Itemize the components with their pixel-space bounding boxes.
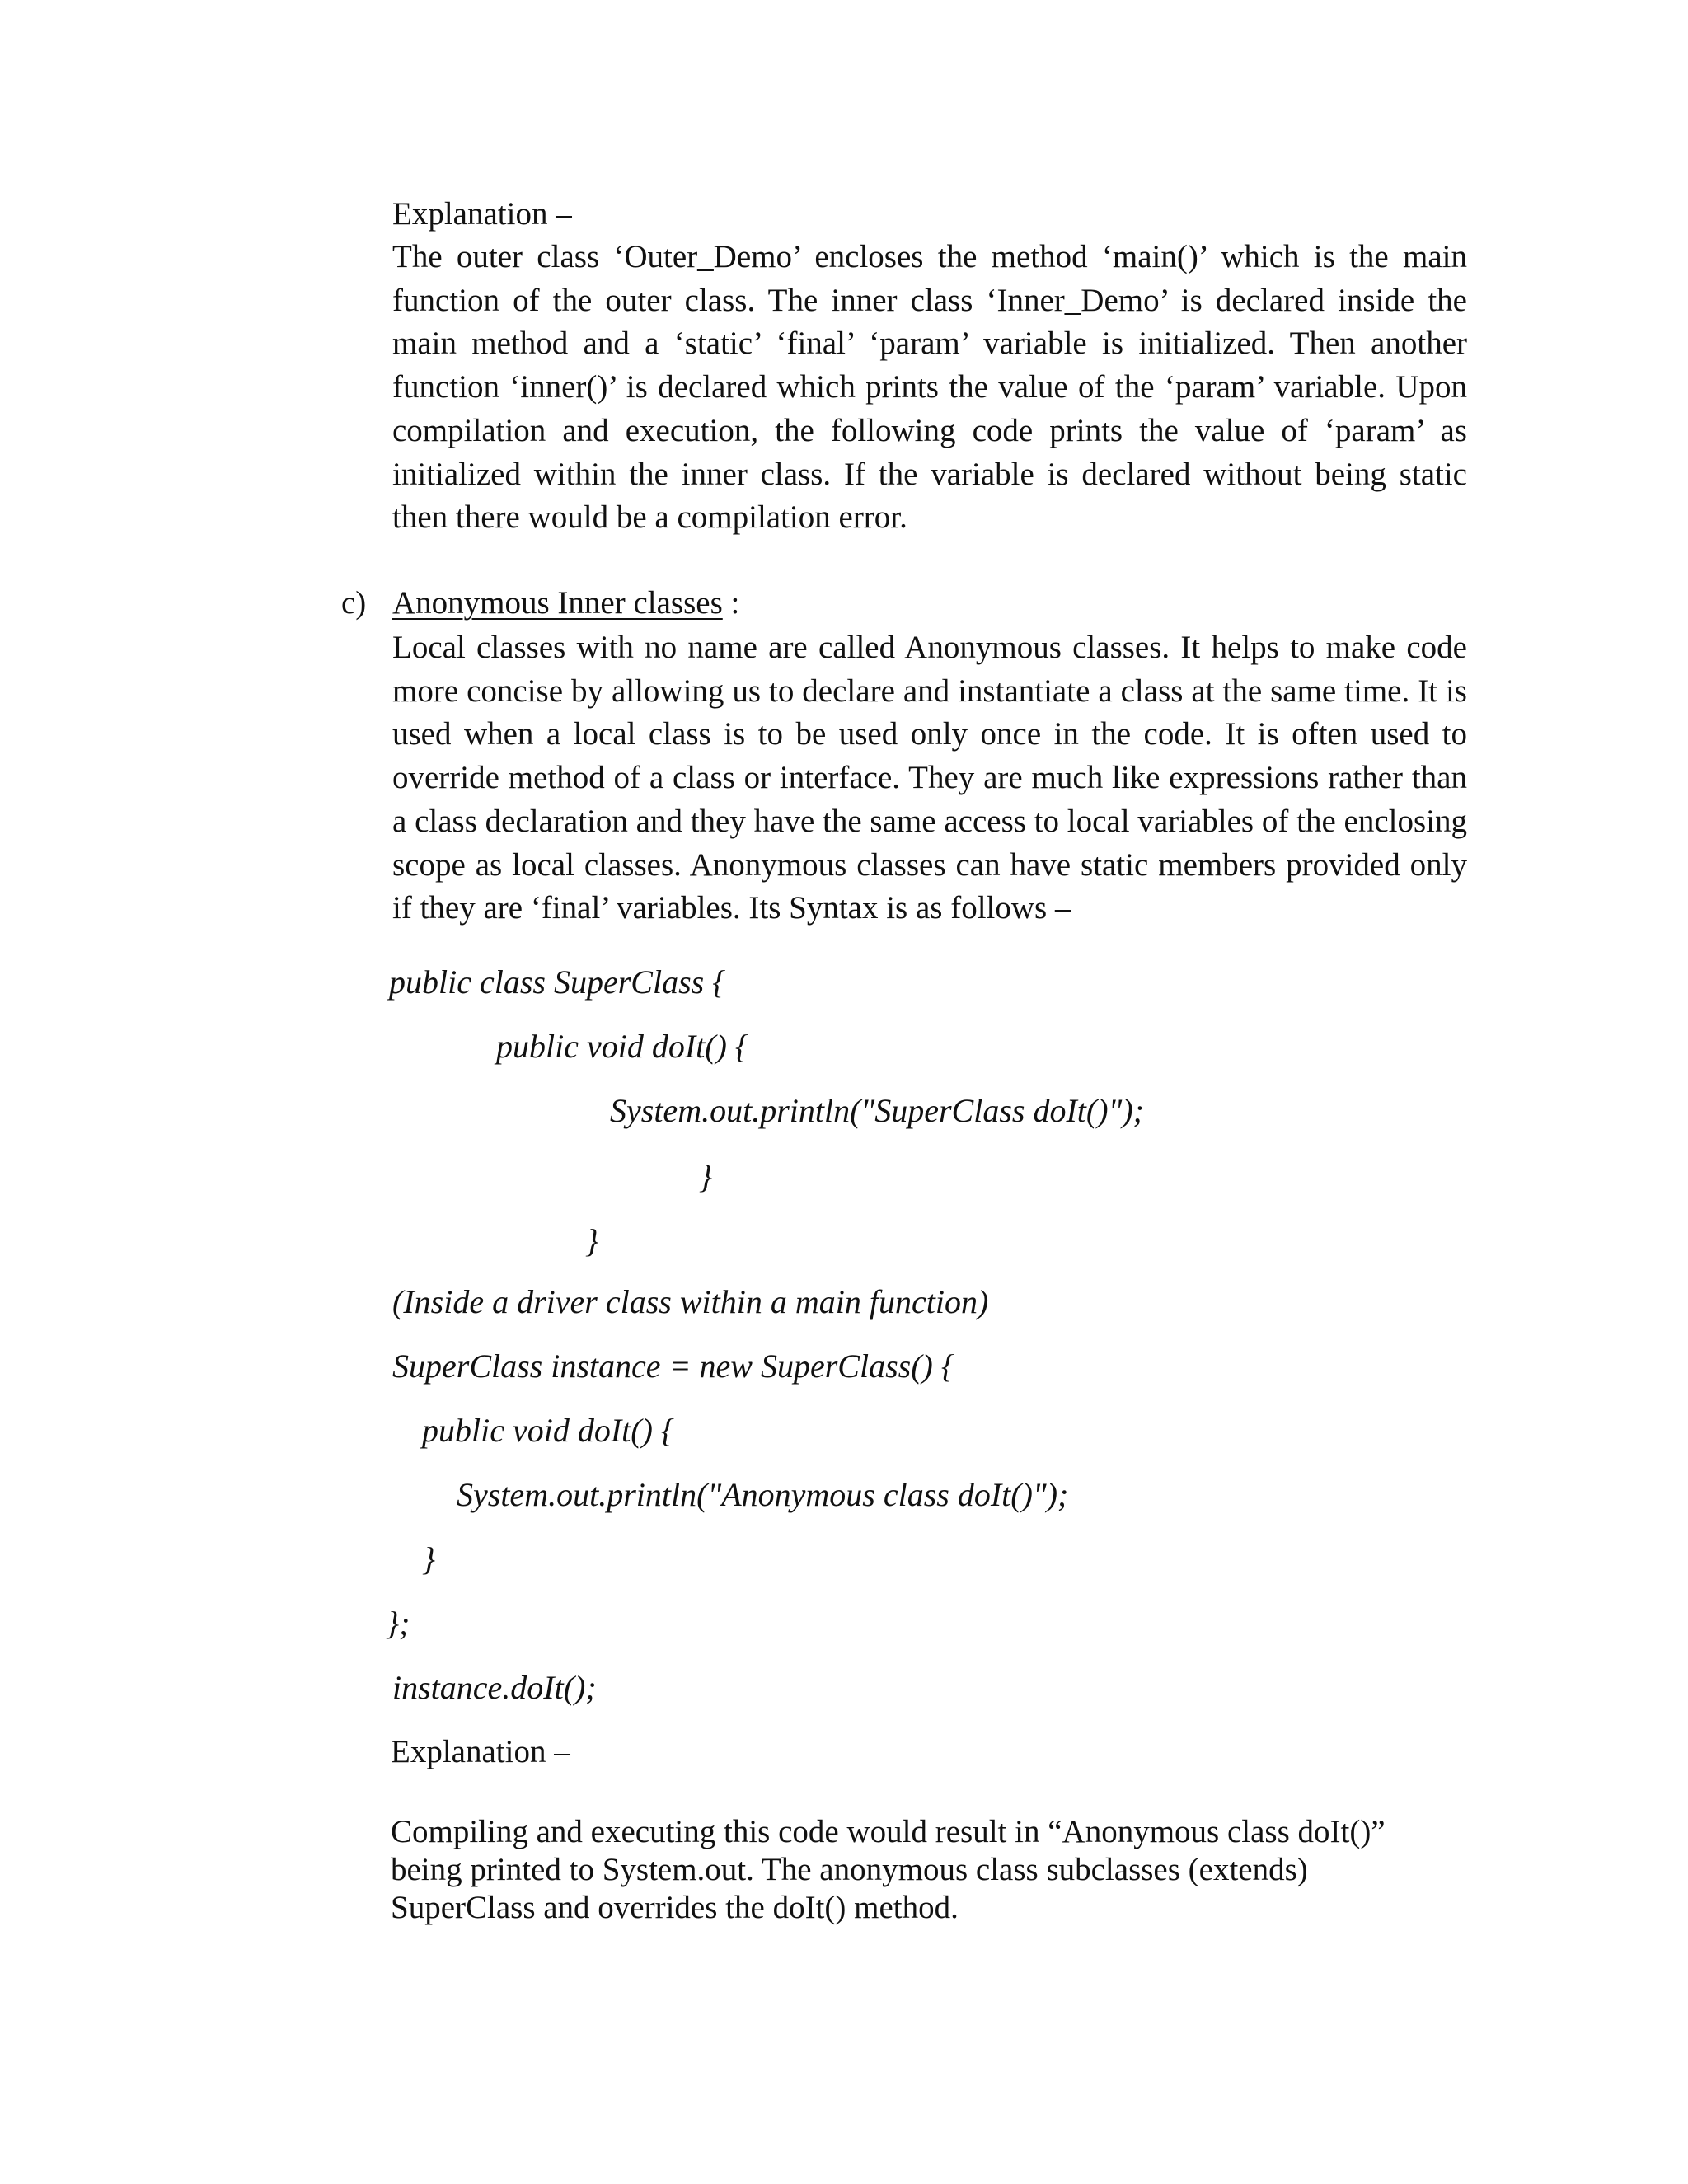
code-line: } [422, 1540, 435, 1577]
code-line: instance.doIt(); [392, 1669, 597, 1706]
code-line: public void doIt() { [496, 1028, 748, 1065]
code-line: System.out.println("SuperClass doIt()"); [610, 1092, 1144, 1129]
explanation-heading-2: Explanation – [391, 1734, 570, 1769]
section-marker-c: c) [341, 585, 367, 621]
explanation-paragraph-1: The outer class ‘Outer_Demo’ encloses the method ‘main()’ which is the main function of the outer class. The inner class ‘Inner_Demo’ is declared inside the main method and a ‘static’ ‘final’ ‘param’ variable is initialized. Then another function ‘inner()’ is declared which prints the value of the ‘param’ variable. Upon compilation and execution, the following code prints the value of ‘param’ as initialized within the inner class. If the variable is declared without being static then there would be a compilation error. [392, 239, 1467, 536]
code-line: } [585, 1222, 598, 1259]
anonymous-classes-paragraph: Local classes with no name are called Anonymous classes. It helps to make code more concise by allowing us to declare and instantiate a class at the same time. It is used when a local class is to be used only once in the code. It is often used to override method of a class or interface. They are much like expressions rather than a class declaration and they have the same access to local variables of the enclosing scope as local classes. Anonymous classes can have static members provided only if they are ‘final’ variables. Its Syntax is as follows – [392, 630, 1467, 926]
paragraph-line: SuperClass and overrides the doIt() method. [391, 1890, 959, 1925]
section-title-anonymous-inner-classes [392, 582, 739, 625]
section-title-text: Anonymous Inner classes [392, 585, 723, 621]
code-line: }; [386, 1605, 410, 1642]
code-line: System.out.println("Anonymous class doIt()"); [457, 1476, 1069, 1513]
paragraph-line: Compiling and executing this code would result in “Anonymous class doIt()” [391, 1814, 1386, 1849]
code-line: public void doIt() { [422, 1412, 674, 1449]
driver-note: (Inside a driver class within a main function) [392, 1283, 989, 1320]
section-title-colon: : [722, 585, 740, 621]
paragraph-line: being printed to System.out. The anonymous class subclasses (extends) [391, 1852, 1308, 1887]
code-line: public class SuperClass { [389, 963, 726, 1001]
explanation-paragraph-2 [391, 1813, 1479, 1927]
code-line: } [699, 1158, 712, 1195]
explanation-heading-1: Explanation – [392, 196, 572, 232]
code-line: SuperClass instance = new SuperClass() { [392, 1347, 954, 1385]
